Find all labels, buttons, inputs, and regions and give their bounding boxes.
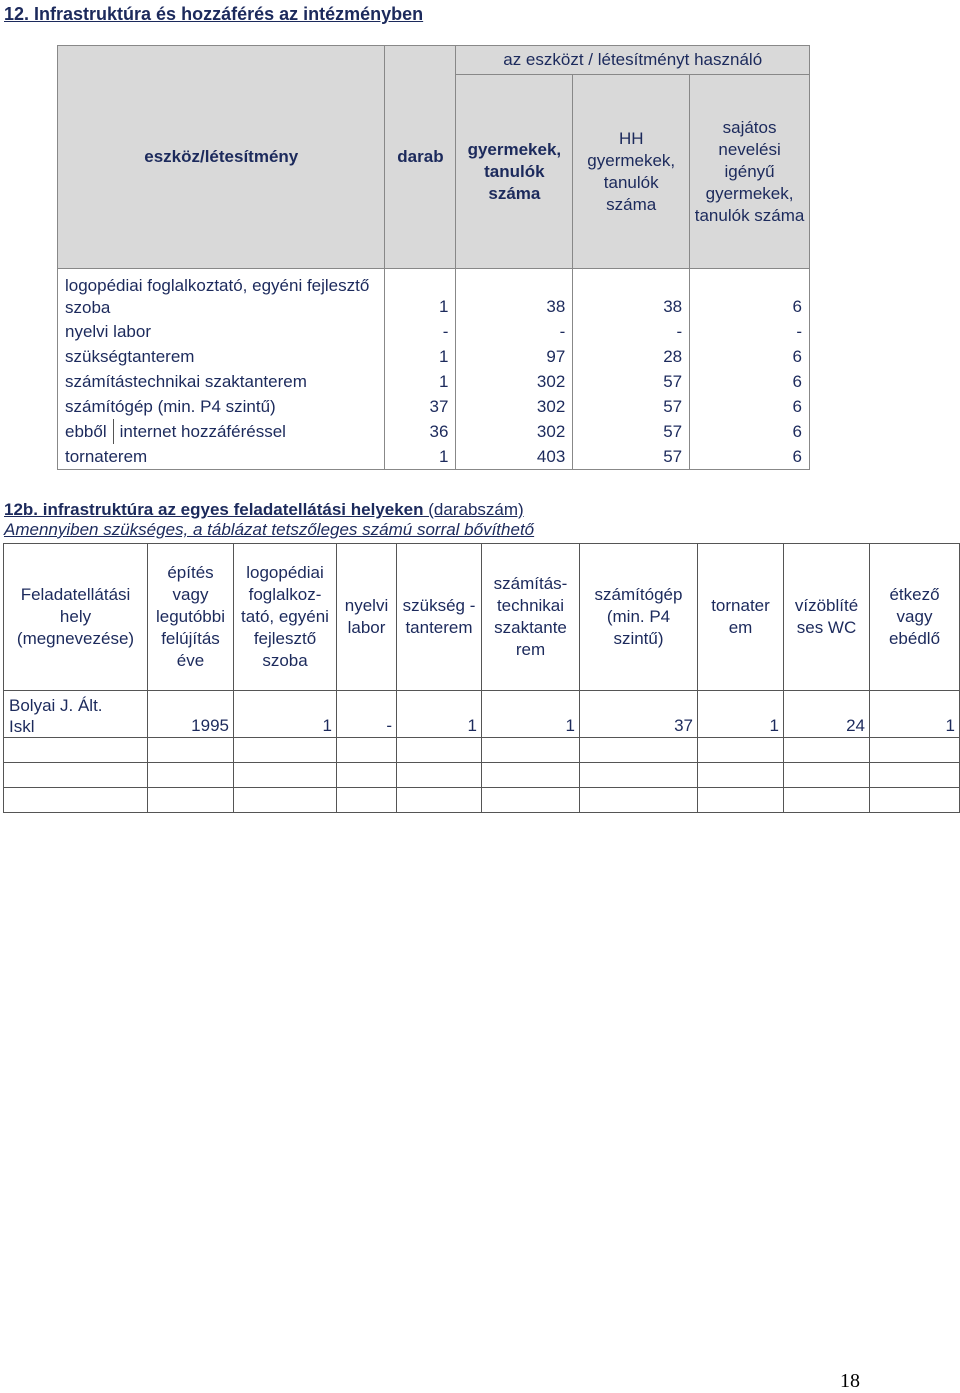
row-count: 36 — [385, 419, 456, 444]
cell-gym: 1 — [698, 691, 784, 738]
row-name: számítógép (min. P4 szintű) — [58, 394, 385, 419]
row-name-sub: internet hozzáféréssel — [119, 422, 286, 441]
row-children: 38 — [456, 269, 573, 320]
header-wc: vízöblíté ses WC — [784, 544, 870, 691]
row-children: 302 — [456, 394, 573, 419]
row-count: 37 — [385, 394, 456, 419]
row-name — [58, 419, 385, 444]
subsection-note: Amennyiben szükséges, a táblázat tetszőleges számú sorral bővíthető — [4, 520, 535, 539]
row-sni: - — [690, 319, 810, 344]
page-number: 18 — [840, 1370, 860, 1392]
table-row — [58, 319, 810, 344]
header-sni: sajátos nevelési igényű gyermekek, tanulók száma — [690, 75, 810, 269]
row-name: tornaterem — [58, 444, 385, 470]
row-count: 1 — [385, 344, 456, 369]
row-sni: 6 — [690, 269, 810, 320]
header-computers: számítógép (min. P4 szintű) — [580, 544, 698, 691]
table-row — [58, 344, 810, 369]
cell-canteen: 1 — [870, 691, 960, 738]
table-row — [58, 394, 810, 419]
infrastructure-table — [57, 45, 810, 470]
cell-language-lab: - — [337, 691, 397, 738]
section-title: 12. Infrastruktúra és hozzáférés az intézményben — [4, 4, 424, 24]
row-count: 1 — [385, 269, 456, 320]
header-count: darab — [385, 46, 456, 269]
header-build-year: építés vagy legutóbbi felújítás éve — [148, 544, 234, 691]
row-sni: 6 — [690, 394, 810, 419]
row-hh: 57 — [573, 419, 690, 444]
header-site-name: Feladatellátási hely (megnevezése) — [4, 544, 148, 691]
row-name: logopédiai foglalkoztató, egyéni fejlesztő szoba — [58, 269, 385, 320]
row-hh: 57 — [573, 444, 690, 470]
header-it-classroom: számítás-technikai szaktante rem — [482, 544, 580, 691]
header-temp-classroom: szükség - tanterem — [397, 544, 482, 691]
header-canteen: étkező vagy ebédlő — [870, 544, 960, 691]
cell-it-classroom: 1 — [482, 691, 580, 738]
table-row — [4, 691, 960, 738]
row-name-prefix: ebből — [65, 419, 114, 444]
row-hh: 28 — [573, 344, 690, 369]
row-name: számítástechnikai szaktanterem — [58, 369, 385, 394]
site-name-line1: Bolyai J. Ált. — [9, 696, 103, 715]
row-children: 302 — [456, 369, 573, 394]
table-row — [58, 419, 810, 444]
header-gym: tornater em — [698, 544, 784, 691]
header-speech-room: logopédiai foglalkoz-tató, egyéni fejlesztő szoba — [234, 544, 337, 691]
row-name: nyelvi labor — [58, 319, 385, 344]
row-hh: 57 — [573, 394, 690, 419]
row-name: szükségtanterem — [58, 344, 385, 369]
cell-temp-classroom: 1 — [397, 691, 482, 738]
cell-computers: 37 — [580, 691, 698, 738]
site-name — [4, 691, 148, 738]
row-sni: 6 — [690, 444, 810, 470]
site-infrastructure-table — [3, 543, 960, 813]
row-hh: 38 — [573, 269, 690, 320]
row-children: 403 — [456, 444, 573, 470]
header-children: gyermekek, tanulók száma — [456, 75, 573, 269]
subsection-title-bold: 12b. infrastruktúra az egyes feladatellátási helyeken — [4, 500, 424, 519]
row-children: 302 — [456, 419, 573, 444]
row-sni: 6 — [690, 344, 810, 369]
cell-build-year: 1995 — [148, 691, 234, 738]
header-group-users: az eszközt / létesítményt használó — [456, 46, 810, 75]
row-count: 1 — [385, 369, 456, 394]
cell-wc: 24 — [784, 691, 870, 738]
header-language-lab: nyelvi labor — [337, 544, 397, 691]
row-sni: 6 — [690, 369, 810, 394]
row-hh: - — [573, 319, 690, 344]
row-count: - — [385, 319, 456, 344]
table-row — [58, 444, 810, 470]
empty-row — [4, 763, 960, 788]
site-name-line2: Iskl — [9, 717, 35, 736]
subsection-title-suffix: (darabszám) — [423, 500, 524, 519]
subsection-title — [4, 500, 524, 520]
empty-row — [4, 738, 960, 763]
header-asset: eszköz/létesítmény — [58, 46, 385, 269]
row-hh: 57 — [573, 369, 690, 394]
row-count: 1 — [385, 444, 456, 470]
empty-row — [4, 788, 960, 813]
cell-speech-room: 1 — [234, 691, 337, 738]
table-row — [58, 269, 810, 320]
header-hh: HH gyermekek, tanulók száma — [573, 75, 690, 269]
row-sni: 6 — [690, 419, 810, 444]
table-row — [58, 369, 810, 394]
row-children: - — [456, 319, 573, 344]
row-children: 97 — [456, 344, 573, 369]
